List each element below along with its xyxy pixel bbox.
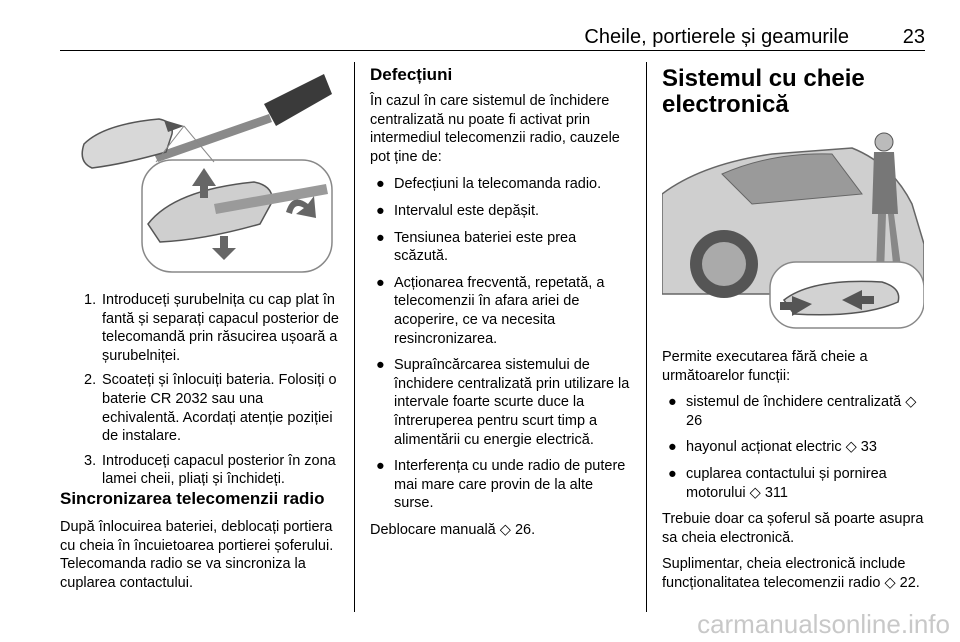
ref-arrow-icon: ◇ xyxy=(905,394,917,411)
header-rule xyxy=(60,50,925,51)
ref-arrow-icon: ◇ xyxy=(749,484,761,501)
list-item: ● Acționarea frecventă, repetată, a telecomenzii în afara ariei de acoperire, ce va necesita resincronizarea. xyxy=(376,274,605,347)
list-item: ● Tensiunea bateriei este prea scăzută. xyxy=(376,229,577,265)
list-item: ● sistemul de închidere centralizată ◇ 26 xyxy=(668,394,917,429)
manual-unlock-ref: Deblocare manuală ◇ 26. xyxy=(370,521,536,538)
chapter-title: Cheile, portierele și geamurile xyxy=(584,26,849,48)
list-item: ● Defecțiuni la telecomanda radio. xyxy=(376,176,602,193)
column-divider xyxy=(354,62,355,612)
battery-steps xyxy=(84,291,344,495)
key-battery-illustration xyxy=(64,64,340,276)
section-paragraph: Trebuie doar ca șoferul să poarte asupra sa cheia electronică. xyxy=(662,511,924,546)
section-heading: Sincronizarea telecomenzii radio xyxy=(60,489,325,508)
list-item: ● cuplarea contactului și pornirea motorului ◇ 311 xyxy=(668,465,887,501)
list-item: ● Interferența cu unde radio de putere mai mare care provin de la alte surse. xyxy=(376,458,626,512)
keyless-car-illustration xyxy=(662,124,924,330)
list-item: ● hayonul acționat electric ◇ 33 xyxy=(668,439,877,456)
list-item: ● Intervalul este depășit. xyxy=(376,202,540,219)
section-paragraph: După înlocuirea bateriei, deblocați portiera cu cheia în încuietoarea portierei șoferului. Telecomanda radio se va sincroniza la cuplarea contactului. xyxy=(60,519,334,591)
section-title-line1: Sistemul cu cheie xyxy=(662,65,865,92)
list-item: 2. Scoateți și înlocuiți bateria. Folosiți o baterie CR 2032 sau una echivalentă. Acordați atenție poziției de instalare. xyxy=(84,372,337,445)
section-title-line2: electronică xyxy=(662,91,789,118)
list-item: 3. Introduceți capacul posterior în zona lamei cheii, pliați și închideți. xyxy=(84,452,336,488)
section-paragraph: În cazul în care sistemul de închidere centralizată nu poate fi activat prin intermediul telecomenzii radio, cauzele pot ține de: xyxy=(370,93,620,165)
ref-arrow-icon: ◇ xyxy=(845,439,857,456)
faults-section xyxy=(370,60,632,539)
faults-list xyxy=(370,175,632,513)
ref-arrow-icon: ◇ xyxy=(499,521,511,538)
keyless-functions-list xyxy=(662,393,926,502)
column-divider xyxy=(646,62,647,612)
page-header xyxy=(60,0,925,48)
sync-section xyxy=(60,489,345,592)
keyless-content xyxy=(662,348,926,593)
list-item: ● Supraîncărcarea sistemului de închidere centralizată prin utilizare la intervale foarte scurte duce la întreruperea pentru scurt timp a alimentării cu energie electrică. xyxy=(376,357,630,448)
watermark: carmanualsonline.info xyxy=(697,609,950,639)
section-paragraph: Permite executarea fără cheie a următoarelor funcții: xyxy=(662,349,868,384)
list-item: 1. Introduceți șurubelnița cu cap plat în fantă și separați capacul posterior de telecomandă prin răsucirea ușoară a șurubelniței. xyxy=(84,292,339,364)
section-paragraph: Suplimentar, cheia electronică include funcționalitatea telecomenzii radio ◇ 22. xyxy=(662,556,920,591)
keyless-section xyxy=(662,60,924,118)
ref-arrow-icon: ◇ xyxy=(884,574,896,591)
page-number: 23 xyxy=(902,26,925,48)
section-heading: Defecțiuni xyxy=(370,65,453,84)
